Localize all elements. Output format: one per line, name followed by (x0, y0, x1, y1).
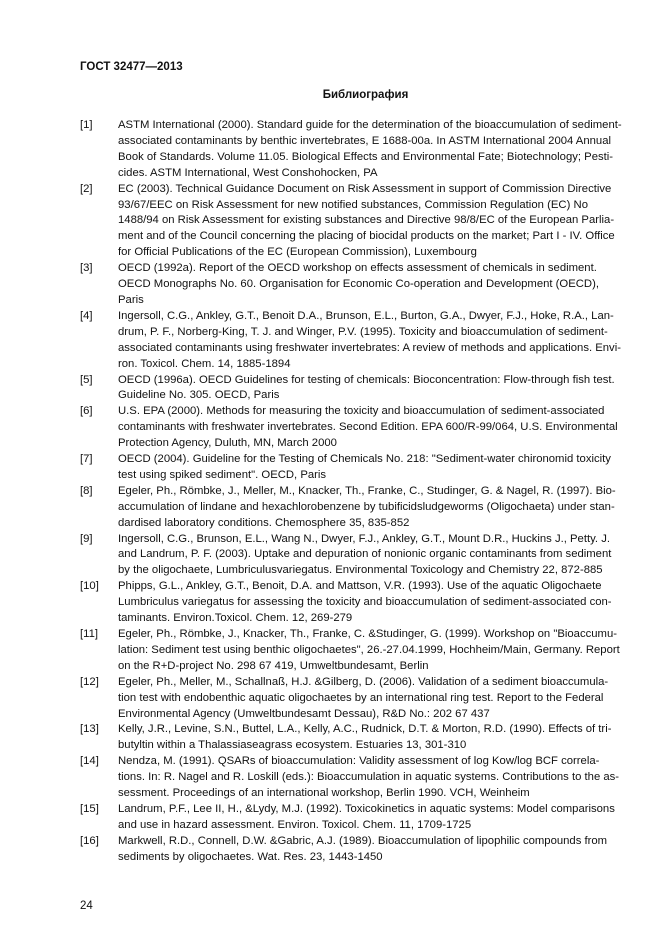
entry-line: accumulation of lindane and hexachlorobenzene by tubificidsludgeworms (Oligochaeta) under stan- (118, 500, 615, 513)
entry-line: associated contaminants using freshwater invertebrates: A review of methods and applications. Envi- (118, 341, 621, 354)
entry-text (118, 834, 608, 866)
entry-line: ron. Toxicol. Chem. 14, 1885-1894 (118, 357, 291, 370)
entry-line: Paris (118, 293, 144, 306)
entry-text (118, 579, 612, 627)
bibliography-entry (80, 261, 599, 309)
bibliography-entry (80, 802, 615, 834)
bibliography-entry (80, 404, 618, 452)
entry-text (118, 675, 609, 723)
entry-line: U.S. EPA (2000). Methods for measuring the toxicity and bioaccumulation of sediment-associated (118, 405, 605, 418)
entry-line: tions. In: R. Nagel and R. Loskill (eds.): Bioaccumulation in aquatic systems. Contributions to the as- (118, 771, 620, 784)
entry-line: Protection Agency, Duluth, MN, March 2000 (118, 437, 337, 450)
entry-line: EC (2003). Technical Guidance Document on Risk Assessment in support of Commission Directive (118, 182, 612, 195)
entry-text (118, 452, 611, 484)
entry-line: by the oligochaete, Lumbriculusvariegatus. Environmental Toxicology and Chemistry 22, 872-885 (118, 564, 603, 577)
page-number: 24 (80, 900, 93, 912)
entry-text (118, 404, 618, 452)
entry-line: lation: Sediment test using benthic oligochaetes", 26.-27.04.1999, Hochheim/Main, Germany. Report (118, 643, 620, 656)
bibliography-entry (80, 532, 612, 580)
entry-line: and use in hazard assessment. Environ. Toxicol. Chem. 11, 1709-1725 (118, 818, 472, 831)
bibliography-entry (80, 579, 612, 627)
entry-line: Phipps, G.L., Ankley, G.T., Benoit, D.A. and Mattson, V.R. (1993). Use of the aquatic Oligochaete (118, 580, 602, 593)
entry-number: [8] (80, 484, 93, 497)
entry-number: [11] (80, 628, 99, 640)
entry-line: Ingersoll, C.G., Ankley, G.T., Benoit D.A., Brunson, E.L., Burton, G.A., Dwyer, F.J., Hoke, R.A., Lan- (118, 309, 614, 322)
entry-line: Landrum, P.F., Lee II, H., &Lydy, M.J. (1992). Toxicokinetics in aquatic systems: Model comparisons (118, 802, 615, 815)
entry-line: Guideline No. 305. OECD, Paris (118, 389, 280, 402)
entry-line: Kelly, J.R., Levine, S.N., Buttel, L.A., Kelly, A.C., Rudnick, D.T. & Morton, R.D. (1990). Effects of tri- (118, 723, 612, 736)
entry-number: [12] (80, 675, 99, 688)
entry-number: [4] (80, 309, 93, 322)
entry-line: contaminants with freshwater invertebrates. Second Edition. EPA 600/R-99/064, U.S. Environmental (118, 421, 618, 434)
entry-line: Egeler, Ph., Meller, M., Schallnaß, H.J. &Gilberg, D. (2006). Validation of a sediment bioaccumula- (118, 675, 609, 688)
entry-number: [15] (80, 802, 99, 815)
entry-number: [3] (80, 262, 93, 275)
entry-line: Egeler, Ph., Römbke, J., Meller, M., Knacker, Th., Franke, C., Studinger, G. & Nagel, R. (1997). Bio- (118, 484, 616, 497)
entry-line: ASTM International (2000). Standard guide for the determination of the bioaccumulation of sediment- (118, 119, 622, 131)
document-header: ГОСТ 32477—2013 (80, 61, 183, 73)
bibliography-entry (80, 754, 620, 802)
entry-number: [10] (80, 580, 99, 593)
entry-line: for Official Publications of the EC (European Commission), Luxembourg (118, 246, 477, 259)
entry-line: drum, P. F., Norberg-King, T. J. and Winger, P.V. (1995). Toxicity and bioaccumulation of sediment- (118, 325, 608, 338)
entry-line: tion test with endobenthic aquatic oligochaetes by an international ring test. Report to the Federal (118, 691, 604, 704)
entry-line: OECD (1992a). Report of the OECD workshop on effects assessment of chemicals in sediment. (118, 262, 597, 275)
entry-line: cides. ASTM International, West Conshohocken, PA (118, 166, 378, 179)
entry-number: [14] (80, 755, 99, 768)
entry-line: on the R+D-project No. 298 67 419, Umweltbundesamt, Berlin (118, 659, 429, 672)
entry-number: [13] (80, 723, 99, 736)
entry-text (118, 373, 615, 405)
entry-line: Book of Standards. Volume 11.05. Biological Effects and Environmental Fate; Biotechnology; Pesti- (118, 150, 614, 163)
entry-number: [9] (80, 532, 93, 545)
bibliography-entry (80, 373, 615, 405)
entry-line: sediments by oligochaetes. Wat. Res. 23, 1443-1450 (118, 850, 383, 863)
entry-number: [16] (80, 834, 99, 847)
entry-text (118, 754, 620, 802)
bibliography-entry (80, 182, 615, 262)
entry-number: [7] (80, 453, 93, 466)
bibliography-entry (80, 118, 622, 182)
bibliography-entry (80, 834, 608, 866)
entry-line: ment and of the Council concerning the placing of biocidal products on the market; Part I - IV. Office (118, 230, 615, 243)
bibliography-entry (80, 452, 611, 484)
entry-line: dardised laboratory conditions. Chemosphere 35, 835-852 (118, 516, 410, 529)
entry-text (118, 532, 612, 580)
entry-line: OECD (2004). Guideline for the Testing of Chemicals No. 218: "Sediment-water chironomid toxicity (118, 453, 611, 466)
entry-text (118, 802, 615, 834)
entry-text (118, 722, 612, 754)
entry-line: associated contaminants by benthic invertebrates, E 1688-00a. In ASTM International 2004 Annual (118, 134, 611, 147)
entry-number: [5] (80, 373, 93, 386)
entry-text (118, 627, 620, 675)
bibliography-entry (80, 675, 609, 723)
bibliography-entry (80, 627, 620, 675)
section-title: Библиография (322, 89, 409, 101)
entry-line: 93/67/EEC on Risk Assessment for new notified substances, Commission Regulation (EC) No (118, 198, 588, 211)
entry-line: Nendza, M. (1991). QSARs of bioaccumulation: Validity assessment of log Kow/log BCF correla- (118, 755, 600, 768)
entry-line: test using spiked sediment". OECD, Paris (118, 468, 327, 481)
entry-line: Lumbriculus variegatus for assessing the toxicity and bioaccumulation of sediment-associated con- (118, 596, 612, 609)
entry-line: sessment. Proceedings of an international workshop, Berlin 1990. VCH, Weinheim (118, 787, 530, 800)
bibliography-list (80, 118, 622, 866)
entry-line: 1488/94 on Risk Assessment for existing substances and Directive 98/8/EC of the European Parlia- (118, 214, 615, 227)
entry-line: OECD (1996a). OECD Guidelines for testing of chemicals: Bioconcentration: Flow-through fish test. (118, 373, 615, 386)
entry-number: [1] (80, 119, 93, 131)
entry-number: [6] (80, 405, 93, 418)
bibliography-entry (80, 309, 621, 373)
entry-line: and Landrum, P. F. (2003). Uptake and depuration of nonionic organic contaminants from sediment (118, 548, 612, 561)
entry-text (118, 309, 621, 373)
entry-line: taminants. Environ.Toxicol. Chem. 12, 269-279 (118, 612, 353, 625)
entry-line: Markwell, R.D., Connell, D.W. &Gabric, A.J. (1989). Bioaccumulation of lipophilic compounds from (118, 834, 608, 847)
entry-line: Environmental Agency (Umweltbundesamt Dessau), R&D No.: 202 67 437 (118, 707, 490, 720)
entry-number: [2] (80, 182, 93, 195)
entry-text (118, 182, 615, 262)
entry-line: OECD Monographs No. 60. Organisation for Economic Co-operation and Development (OECD), (118, 278, 599, 291)
entry-line: Egeler, Ph., Römbke, J., Knacker, Th., Franke, C. &Studinger, G. (1999). Workshop on "Bioaccumu- (118, 628, 618, 640)
bibliography-entry (80, 484, 616, 532)
entry-line: butyltin within a Thalassiaseagrass ecosystem. Estuaries 13, 301-310 (118, 739, 467, 752)
entry-text (118, 261, 599, 309)
bibliography-entry (80, 722, 612, 754)
entry-line: Ingersoll, C.G., Brunson, E.L., Wang N., Dwyer, F.J., Ankley, G.T., Mount D.R., Huckins J., Petty. J. (118, 532, 610, 545)
entry-text (118, 484, 616, 532)
entry-text (118, 118, 622, 182)
